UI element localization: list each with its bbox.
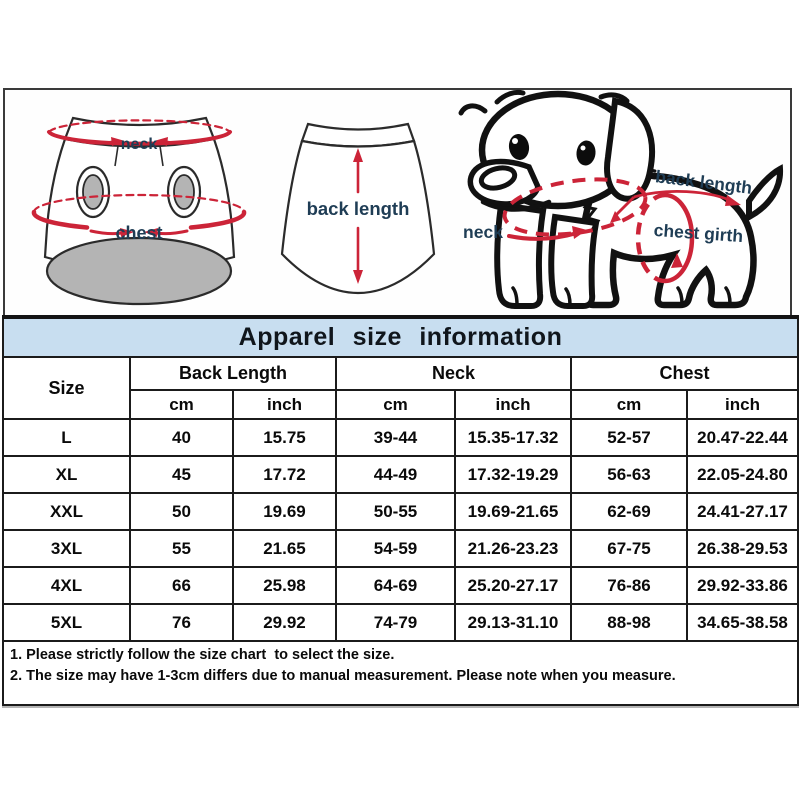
back-length-label: back length: [306, 198, 410, 219]
cell-neck-cm: 50-55: [336, 493, 455, 530]
dog-paw-toes: [513, 288, 730, 305]
garment-back-illustration: [258, 116, 458, 306]
table-header-row-groups: [3, 357, 798, 390]
header-chest: Chest: [571, 357, 798, 390]
dog-eye-right-highlight: [581, 146, 586, 151]
cell-size: 4XL: [3, 567, 130, 604]
cell-chest-cm: 88-98: [571, 604, 687, 641]
front-chest-label: chest: [115, 223, 163, 243]
table-notes: [3, 641, 798, 705]
cell-back-cm: 50: [130, 493, 233, 530]
cell-back-inch: 21.65: [233, 530, 336, 567]
cell-chest-inch: 22.05-24.80: [687, 456, 798, 493]
cell-chest-inch: 20.47-22.44: [687, 419, 798, 456]
cell-neck-cm: 54-59: [336, 530, 455, 567]
cell-back-cm: 76: [130, 604, 233, 641]
dog-eye-left-highlight: [512, 138, 518, 144]
cell-chest-cm: 52-57: [571, 419, 687, 456]
dog-back-length-label: back length: [654, 166, 754, 198]
table-row: [3, 493, 798, 530]
cell-chest-cm: 62-69: [571, 493, 687, 530]
header-size: Size: [3, 357, 130, 419]
header-back-cm: cm: [130, 390, 233, 419]
table-title-row: [3, 317, 798, 357]
dog-illustration: [431, 85, 788, 317]
dog-tail: [749, 169, 780, 217]
cell-chest-cm: 56-63: [571, 456, 687, 493]
measurement-illustration-panel: [3, 88, 792, 315]
table-row: [3, 530, 798, 567]
dog-back-length-arrowhead-right: [725, 195, 741, 206]
cell-neck-inch: 21.26-23.23: [455, 530, 571, 567]
header-neck-inch: inch: [455, 390, 571, 419]
cell-back-inch: 29.92: [233, 604, 336, 641]
header-neck-cm: cm: [336, 390, 455, 419]
cell-chest-inch: 26.38-29.53: [687, 530, 798, 567]
cell-neck-inch: 19.69-21.65: [455, 493, 571, 530]
cell-size: 3XL: [3, 530, 130, 567]
cell-chest-inch: 24.41-27.17: [687, 493, 798, 530]
cell-neck-cm: 74-79: [336, 604, 455, 641]
cell-back-inch: 19.69: [233, 493, 336, 530]
table-row: [3, 456, 798, 493]
armhole-right-inner: [174, 175, 194, 209]
cell-back-cm: 40: [130, 419, 233, 456]
cell-back-inch: 25.98: [233, 567, 336, 604]
cell-size: XXL: [3, 493, 130, 530]
cell-neck-cm: 64-69: [336, 567, 455, 604]
cell-back-cm: 66: [130, 567, 233, 604]
table-row: [3, 604, 798, 641]
table-row: [3, 419, 798, 456]
table-notes-row: [3, 641, 798, 705]
cell-neck-cm: 39-44: [336, 419, 455, 456]
header-chest-inch: inch: [687, 390, 798, 419]
cell-neck-cm: 44-49: [336, 456, 455, 493]
cell-chest-cm: 67-75: [571, 530, 687, 567]
garment-front-illustration: [27, 108, 252, 313]
header-chest-cm: cm: [571, 390, 687, 419]
table-row: [3, 567, 798, 604]
cell-back-cm: 55: [130, 530, 233, 567]
header-neck: Neck: [336, 357, 571, 390]
cell-back-inch: 17.72: [233, 456, 336, 493]
cell-size: XL: [3, 456, 130, 493]
header-back-inch: inch: [233, 390, 336, 419]
cell-neck-inch: 25.20-27.17: [455, 567, 571, 604]
cell-neck-inch: 29.13-31.10: [455, 604, 571, 641]
cell-size: L: [3, 419, 130, 456]
dog-ear: [607, 101, 652, 199]
cell-chest-inch: 34.65-38.58: [687, 604, 798, 641]
dog-neck-label: neck: [463, 222, 503, 242]
front-neck-label: neck: [120, 136, 158, 153]
armhole-left-inner: [83, 175, 103, 209]
cell-neck-inch: 17.32-19.29: [455, 456, 571, 493]
garment-hem: [47, 238, 231, 304]
table-title: Apparel size information: [3, 317, 798, 357]
note-1: 1. Please strictly follow the size chart to select the size.: [10, 647, 395, 663]
cell-neck-inch: 15.35-17.32: [455, 419, 571, 456]
cell-back-cm: 45: [130, 456, 233, 493]
note-2: 2. The size may have 1-3cm differs due to manual measurement. Please note when you measure.: [10, 668, 676, 685]
header-back-length: Back Length: [130, 357, 336, 390]
cell-back-inch: 15.75: [233, 419, 336, 456]
cell-size: 5XL: [3, 604, 130, 641]
dog-chest-girth-label: chest girth: [653, 219, 744, 247]
cell-chest-inch: 29.92-33.86: [687, 567, 798, 604]
size-table: [2, 315, 799, 706]
cell-chest-cm: 76-86: [571, 567, 687, 604]
